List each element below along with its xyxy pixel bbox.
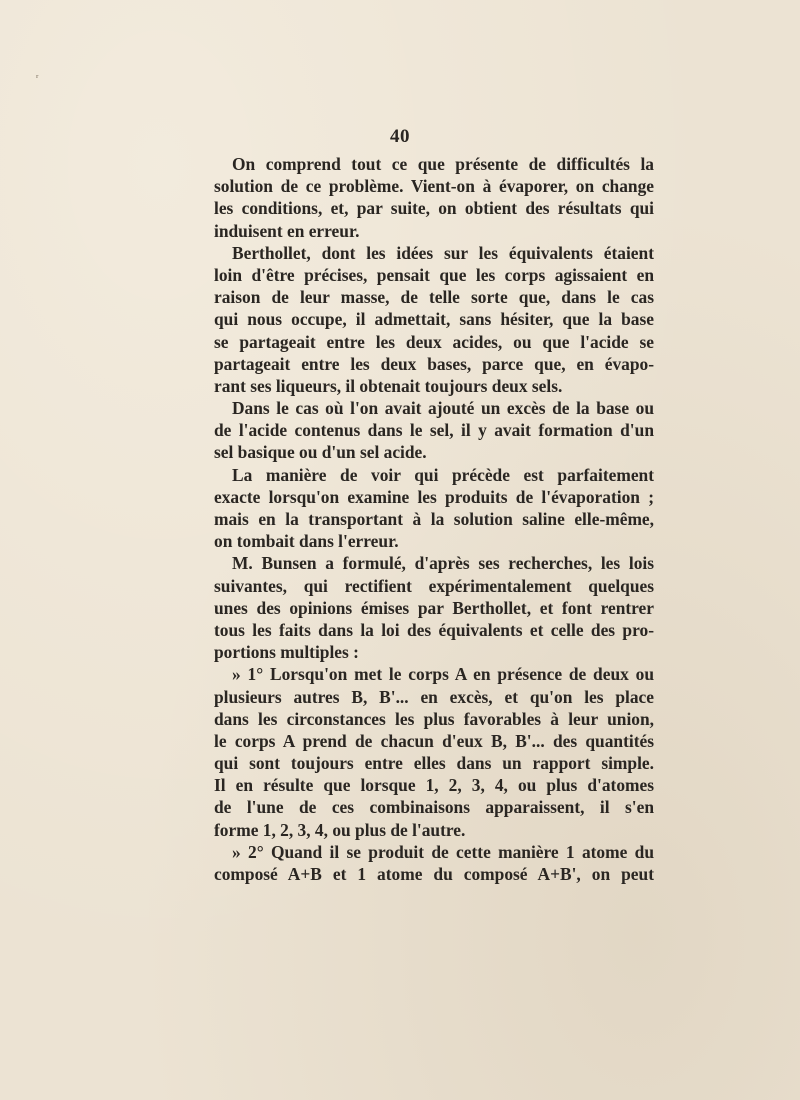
text-line: M. Bunsen a formulé, d'après ses recherches, les lois xyxy=(232,553,654,574)
text-line: qui sont toujours entre elles dans un rapport simple. xyxy=(214,753,654,774)
text-line: tous les faits dans la loi des équivalents et celle des pro- xyxy=(214,619,654,640)
page-number: 40 xyxy=(390,126,410,147)
text-line: » 2° Quand il se produit de cette manière 1 atome du xyxy=(232,841,654,862)
text-line: forme 1, 2, 3, 4, ou plus de l'autre. xyxy=(214,819,466,840)
text-line: solution de ce problème. Vient-on à évaporer, on change xyxy=(214,176,654,197)
text-line: La manière de voir qui précède est parfaitement xyxy=(232,464,654,485)
margin-speck: ʳ xyxy=(36,72,39,84)
text-line: sel basique ou d'un sel acide. xyxy=(214,442,427,463)
text-line: le corps A prend de chacun d'eux B, B'... des quantités xyxy=(214,730,654,751)
text-line: dans les circonstances les plus favorables à leur union, xyxy=(214,708,654,729)
text-line: » 1° Lorsqu'on met le corps A en présence de deux ou xyxy=(232,664,654,685)
text-line: on tombait dans l'erreur. xyxy=(214,531,399,552)
text-line: partageait entre les deux bases, parce que, en évapo- xyxy=(214,353,654,374)
text-line: raison de leur masse, de telle sorte que, dans le cas xyxy=(214,287,654,308)
text-line: se partageait entre les deux acides, ou que l'acide se xyxy=(214,331,654,352)
text-line: de l'acide contenus dans le sel, il y avait formation d'un xyxy=(214,420,654,441)
text-line: rant ses liqueurs, il obtenait toujours deux sels. xyxy=(214,375,563,396)
text-line: Berthollet, dont les idées sur les équivalents étaient xyxy=(232,242,654,263)
text-line: mais en la transportant à la solution saline elle-même, xyxy=(214,509,654,529)
text-line: induisent en erreur. xyxy=(214,220,360,241)
text-line: Dans le cas où l'on avait ajouté un excès de la base ou xyxy=(232,398,654,419)
text-line: qui nous occupe, il admettait, sans hésiter, que la base xyxy=(214,309,654,330)
text-line: composé A+B et 1 atome du composé A+B', on peut xyxy=(214,864,654,884)
text-line: exacte lorsqu'on examine les produits de l'évaporation ; xyxy=(214,486,654,507)
text-line: suivantes, qui rectifient expérimentalement quelques xyxy=(214,575,654,596)
text-line: portions multiples : xyxy=(214,642,359,663)
text-line: de l'une de ces combinaisons apparaissent, il s'en xyxy=(214,797,654,818)
text-line: unes des opinions émises par Berthollet, et font rentrer xyxy=(214,597,654,618)
text-line: loin d'être précises, pensait que les corps agissaient en xyxy=(214,264,654,285)
text-line: les conditions, et, par suite, on obtient des résultats qui xyxy=(214,198,654,219)
text-line: On comprend tout ce que présente de difficultés la xyxy=(232,154,654,174)
body-text xyxy=(214,153,654,885)
text-line: plusieurs autres B, B'... en excès, et qu'on les place xyxy=(214,686,654,707)
text-line: Il en résulte que lorsque 1, 2, 3, 4, ou plus d'atomes xyxy=(214,775,654,796)
